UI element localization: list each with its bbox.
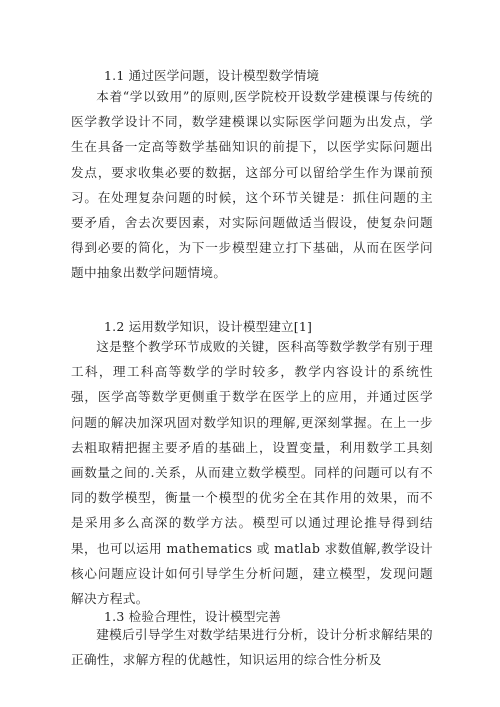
- section-body-1-3: 建模后引导学生对数学结果进行分析，设计分析求解结果的正确性，求解方程的优越性，知识运用的综合性分析及: [71, 627, 433, 668]
- section-heading-1-1: 1.1 通过医学问题，设计模型数学情境: [104, 68, 320, 83]
- section-body-1-1: 本着“学以致用”的原则,医学院校开设数学建模课与传统的医学教学设计不同，数学建模课以实际医学问题为出发点，学生在具备一定高等数学基础知识的前提下，以医学实际问题出发点，要求收集必要的数据，这部分可以留给学生作为课前预习。在处理复杂问题的时候，这个环节关键是：抓住问题的主要矛盾，舍去次要因素，对实际问题做适当假设，使复杂问题得到必要的简化，为下一步模型建立打下基础，从而在医学问题中抽象出数学问题情境。: [71, 89, 433, 281]
- section-heading-1-3: 1.3 检验合理性，设计模型完善: [104, 609, 282, 624]
- section-body-1-2: 这是整个教学环节成败的关键，医科高等数学教学有别于理工科，理工科高等数学的学时较多，教学内容设计的系统性强，医学高等数学更侧重于数学在医学上的应用，并通过医学问题的解决加深巩固对数学知识的理解,更深刻掌握。在上一步去粗取精把握主要矛盾的基础上，设置变量，利用数学工具刻画数量之间的.关系，从而建立数学模型。同样的问题可以有不同的数学模型，衡量一个模型的优劣全在其作用的效果，而不是采用多么高深的数学方法。模型可以通过理论推导得到结果，也可以运用 mathematics 或 matlab 求数值解,教学设计核心问题应设计如何引导学生分析问题，建立模型，发现问题解决方程式。: [71, 339, 433, 607]
- section-heading-1-2: 1.2 运用数学知识，设计模型建立[1]: [104, 319, 313, 334]
